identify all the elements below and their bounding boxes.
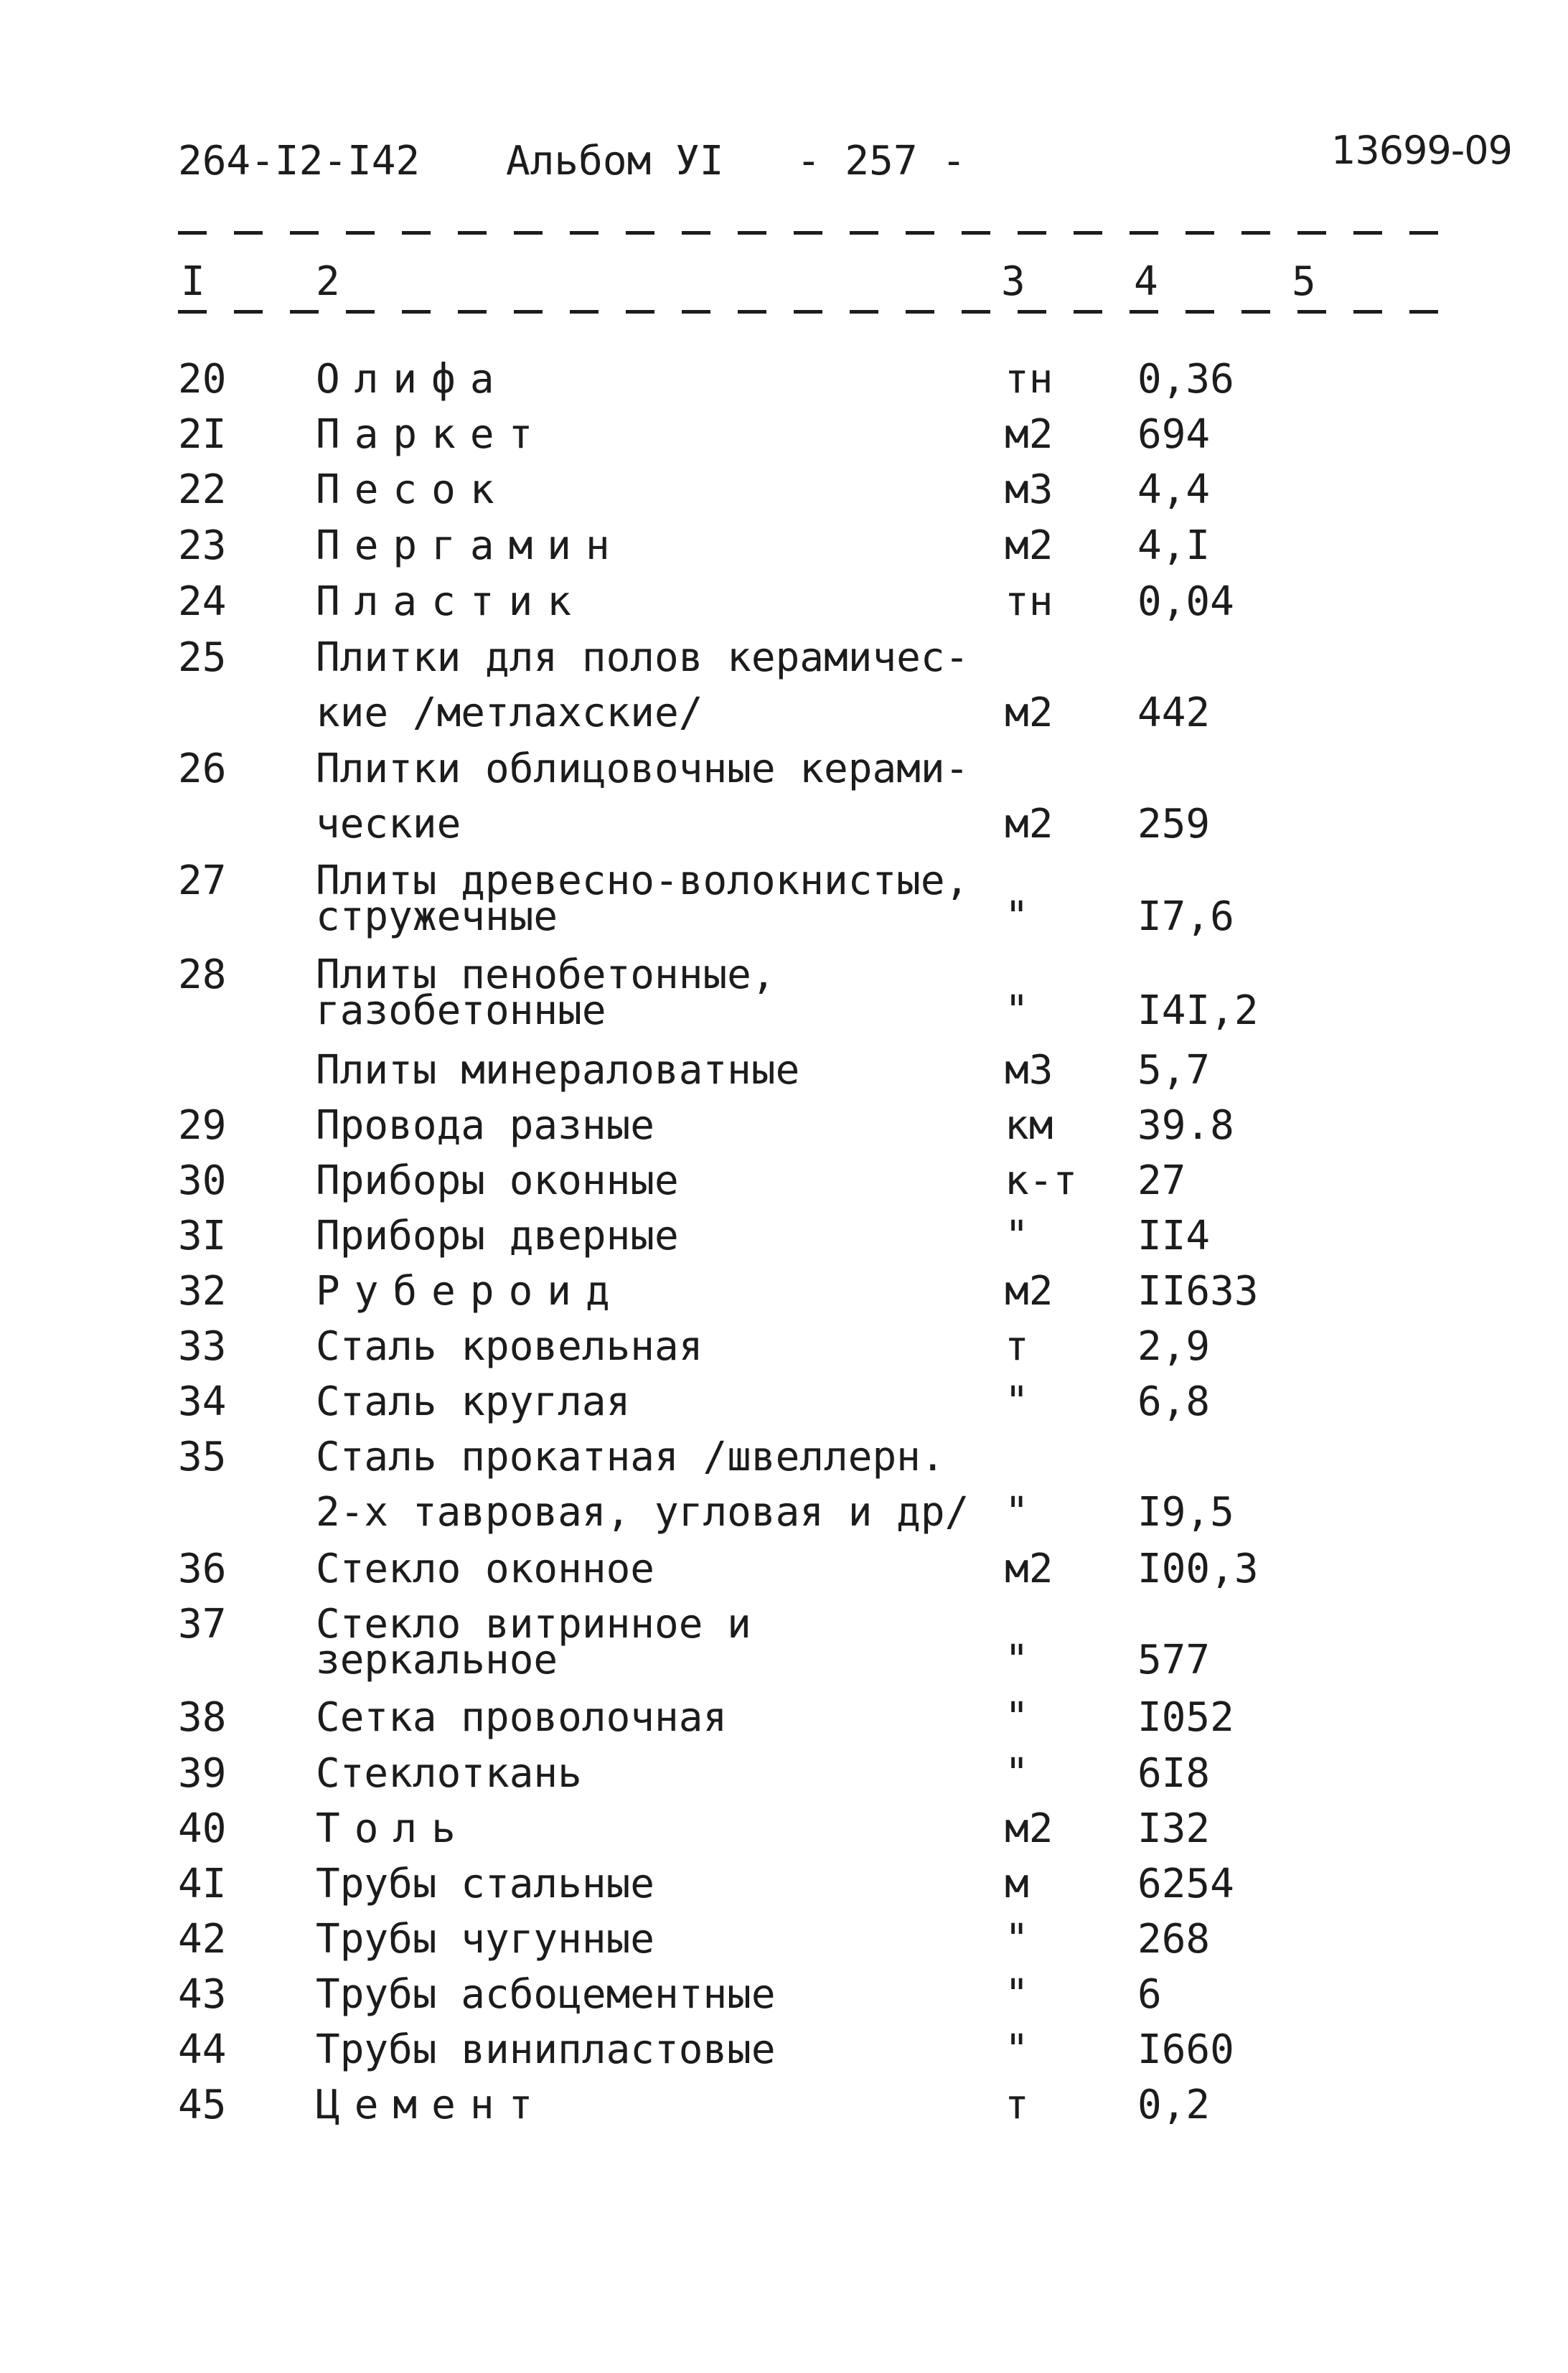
quantity-value: 0,36 <box>1137 356 1234 403</box>
material-name: Пергамин <box>316 522 624 569</box>
quantity-value: 577 <box>1137 1637 1211 1683</box>
row-number: 23 <box>178 522 227 569</box>
unit-of-measure: " <box>1005 987 1029 1034</box>
material-name: Олифа <box>316 356 509 403</box>
quantity-value: I052 <box>1137 1694 1234 1741</box>
material-name: Пластик <box>316 578 586 625</box>
quantity-value: I00,3 <box>1137 1546 1259 1592</box>
material-name: Трубы винипластовые <box>316 2026 776 2073</box>
quantity-value: 6 <box>1137 1971 1162 2018</box>
quantity-value: 6,8 <box>1137 1378 1211 1425</box>
unit-of-measure: " <box>1005 1750 1029 1797</box>
row-number: 22 <box>178 466 227 513</box>
row-number: 43 <box>178 1971 227 2018</box>
dashed-rule-top <box>178 231 1460 235</box>
quantity-value: II4 <box>1137 1213 1211 1259</box>
material-name: Плитки облицовочные керами- <box>316 746 970 792</box>
quantity-value: I32 <box>1137 1805 1211 1852</box>
material-name: Плиты пенобетонные, <box>316 951 776 998</box>
material-name-continued: стружечные <box>316 893 558 940</box>
quantity-value: I9,5 <box>1137 1489 1234 1536</box>
quantity-value: 0,2 <box>1137 2082 1211 2128</box>
material-name: Стекло оконное <box>316 1546 655 1592</box>
quantity-value: 5,7 <box>1137 1047 1211 1094</box>
unit-of-measure: " <box>1005 1213 1029 1259</box>
unit-of-measure: м2 <box>1005 1805 1053 1852</box>
material-name: Плиты древесно-волокнистые, <box>316 857 970 904</box>
material-name: Сталь круглая <box>316 1378 631 1425</box>
unit-of-measure: " <box>1005 893 1029 940</box>
quantity-value: 2,9 <box>1137 1323 1211 1370</box>
row-number: 35 <box>178 1434 227 1480</box>
unit-of-measure: " <box>1005 1637 1029 1683</box>
column-header-4: 4 <box>1134 258 1158 305</box>
unit-of-measure: " <box>1005 1916 1029 1963</box>
material-name-continued: 2-х тавровая, угловая и др/ <box>316 1489 970 1536</box>
unit-of-measure: тн <box>1005 356 1053 403</box>
material-name: Провода разные <box>316 1102 655 1149</box>
unit-of-measure: м2 <box>1005 522 1053 569</box>
row-number: 28 <box>178 951 227 998</box>
material-name: Рубероид <box>316 1268 624 1315</box>
row-number: 42 <box>178 1916 227 1963</box>
quantity-value: II633 <box>1137 1268 1259 1315</box>
material-name: Плитки для полов керамичес- <box>316 634 970 681</box>
dashed-rule-header-bottom <box>178 310 1460 314</box>
row-number: 44 <box>178 2026 227 2073</box>
quantity-value: 0,04 <box>1137 578 1234 625</box>
unit-of-measure: м2 <box>1005 690 1053 736</box>
material-name: Стеклоткань <box>316 1750 582 1797</box>
unit-of-measure: " <box>1005 1694 1029 1741</box>
row-number: 20 <box>178 356 227 403</box>
material-name-continued: ческие <box>316 801 461 847</box>
quantity-value: 27 <box>1137 1157 1186 1204</box>
unit-of-measure: " <box>1005 1489 1029 1536</box>
quantity-value: I660 <box>1137 2026 1234 2073</box>
row-number: 38 <box>178 1694 227 1741</box>
unit-of-measure: " <box>1005 2026 1029 2073</box>
unit-of-measure: м2 <box>1005 801 1053 847</box>
row-number: 25 <box>178 634 227 681</box>
row-number: 27 <box>178 857 227 904</box>
document-code: 264-I2-I42 <box>178 138 421 184</box>
material-name: Толь <box>316 1805 470 1852</box>
archive-stamp-number: 13699-09 <box>1331 128 1512 173</box>
unit-of-measure: м3 <box>1005 1047 1053 1094</box>
material-name: Паркет <box>316 411 548 458</box>
material-name: Сталь прокатная /швеллерн. <box>316 1434 945 1480</box>
column-header-3: 3 <box>1001 258 1025 305</box>
unit-of-measure: м2 <box>1005 411 1053 458</box>
row-number: 29 <box>178 1102 227 1149</box>
unit-of-measure: м <box>1005 1861 1029 1907</box>
unit-of-measure: " <box>1005 1378 1029 1425</box>
unit-of-measure: км <box>1005 1102 1053 1149</box>
material-name: Стекло витринное и <box>316 1601 751 1648</box>
row-number: 37 <box>178 1601 227 1648</box>
row-number: 26 <box>178 746 227 792</box>
quantity-value: 39.8 <box>1137 1102 1234 1149</box>
material-name: Цемент <box>316 2082 548 2128</box>
quantity-value: 694 <box>1137 411 1211 458</box>
row-number: 30 <box>178 1157 227 1204</box>
material-name: Сталь кровельная <box>316 1323 703 1370</box>
unit-of-measure: " <box>1005 1971 1029 2018</box>
material-name: Приборы дверные <box>316 1213 679 1259</box>
quantity-value: I4I,2 <box>1137 987 1259 1034</box>
column-header-2: 2 <box>316 258 340 305</box>
row-number: 40 <box>178 1805 227 1852</box>
material-name-continued: газобетонные <box>316 987 606 1034</box>
row-number: 34 <box>178 1378 227 1425</box>
column-header-1: I <box>181 258 205 305</box>
column-header-5: 5 <box>1292 258 1316 305</box>
material-name-continued: зеркальное <box>316 1637 558 1683</box>
material-name: Приборы оконные <box>316 1157 679 1204</box>
quantity-value: 268 <box>1137 1916 1211 1963</box>
material-name: Сетка проволочная <box>316 1694 728 1741</box>
row-number: 2I <box>178 411 227 458</box>
page-number: - 257 - <box>797 138 967 184</box>
quantity-value: 4,I <box>1137 522 1211 569</box>
row-number: 3I <box>178 1213 227 1259</box>
unit-of-measure: м2 <box>1005 1546 1053 1592</box>
row-number: 36 <box>178 1546 227 1592</box>
quantity-value: 6254 <box>1137 1861 1234 1907</box>
row-number: 45 <box>178 2082 227 2128</box>
album-label: Альбом УI <box>506 138 724 184</box>
material-name: Трубы чугунные <box>316 1916 655 1963</box>
unit-of-measure: т <box>1005 1323 1029 1370</box>
row-number: 32 <box>178 1268 227 1315</box>
quantity-value: 259 <box>1137 801 1211 847</box>
material-name: Трубы стальные <box>316 1861 655 1907</box>
material-name: Трубы асбоцементные <box>316 1971 776 2018</box>
unit-of-measure: м2 <box>1005 1268 1053 1315</box>
row-number: 39 <box>178 1750 227 1797</box>
row-number: 24 <box>178 578 227 625</box>
row-number: 4I <box>178 1861 227 1907</box>
material-name-continued: кие /метлахские/ <box>316 690 703 736</box>
row-number: 33 <box>178 1323 227 1370</box>
unit-of-measure: к-т <box>1005 1157 1078 1204</box>
quantity-value: 6I8 <box>1137 1750 1211 1797</box>
unit-of-measure: м3 <box>1005 466 1053 513</box>
unit-of-measure: т <box>1005 2082 1029 2128</box>
unit-of-measure: тн <box>1005 578 1053 625</box>
material-name: Плиты минераловатные <box>316 1047 800 1094</box>
quantity-value: 4,4 <box>1137 466 1211 513</box>
quantity-value: 442 <box>1137 690 1211 736</box>
quantity-value: I7,6 <box>1137 893 1234 940</box>
material-name: Песок <box>316 466 509 513</box>
